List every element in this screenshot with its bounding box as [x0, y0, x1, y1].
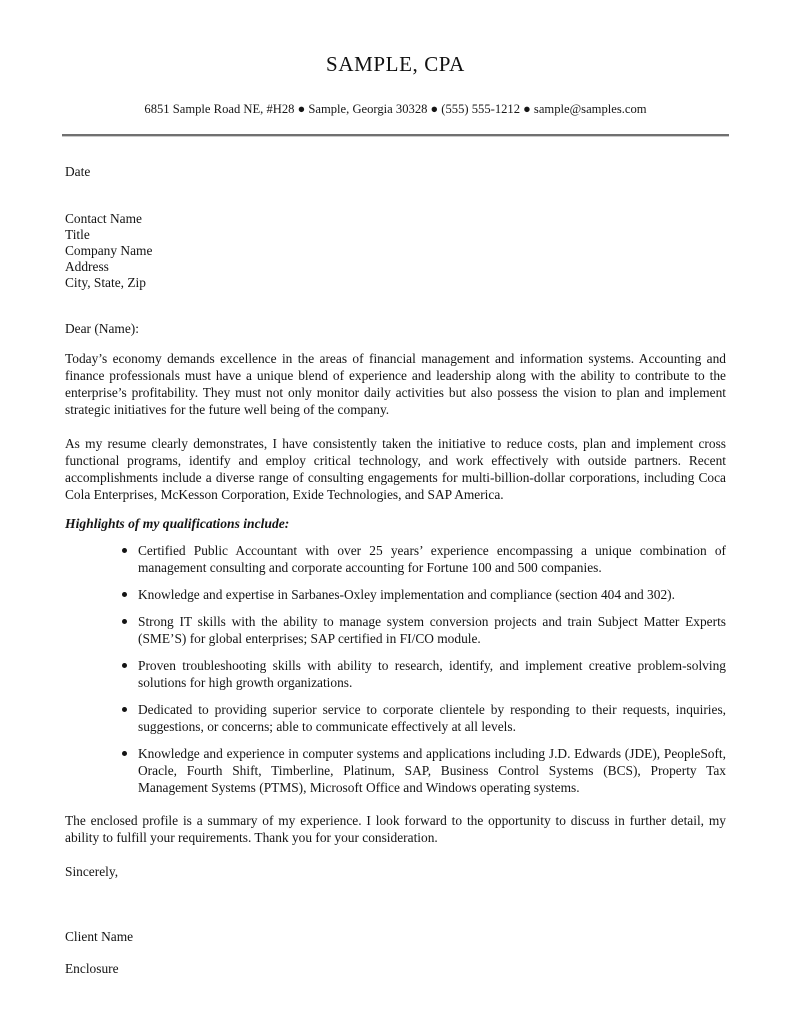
enclosure-label: Enclosure [65, 961, 119, 976]
letterhead [65, 52, 726, 137]
recipient-address: Address [65, 259, 109, 274]
closing-paragraph: The enclosed profile is a summary of my experience. I look forward to the opportunity to discuss in further detail, my ability to fulfill your requirements. Thank you for your consideration. [65, 813, 726, 845]
recipient-contact-name: Contact Name [65, 211, 142, 226]
highlight-item: Knowledge and expertise in Sarbanes-Oxley implementation and compliance (section 404 and 302). [138, 586, 726, 603]
highlight-item: Knowledge and experience in computer systems and applications including J.D. Edwards (JDE), PeopleSoft, Oracle, Fourth Shift, Timberline, Platinum, SAP, Business Control Systems (BCS), Property Tax Management Systems (PTMS), Microsoft Office and Windows operating systems. [138, 746, 726, 795]
letterhead-divider [62, 134, 729, 137]
letterhead-contact-line: 6851 Sample Road NE, #H28 ● Sample, Georgia 30328 ● (555) 555-1212 ● sample@samples.com [144, 102, 647, 116]
highlight-item: Strong IT skills with the ability to manage system conversion projects and train Subject Matter Experts (SME’S) for global enterprises; SAP certified in FI/CO module. [138, 614, 726, 646]
valediction: Sincerely, [65, 864, 119, 879]
highlight-item: Certified Public Accountant with over 25 years’ experience encompassing a unique combination of management consulting and corporate accounting for Fortune 100 and 500 companies. [138, 543, 726, 575]
recipient-city-state-zip: City, State, Zip [65, 275, 146, 290]
recipient-block [65, 211, 726, 291]
resume-paragraph: As my resume clearly demonstrates, I have consistently taken the initiative to reduce costs, plan and implement cross functional programs, identify and employ critical technology, and work effectively with outside partners. Recent accomplishments include a diverse range of consulting engagements for multi-billion-dollar corporations, including Coca Cola Enterprises, McKesson Corporation, Exide Technologies, and SAP America. [65, 436, 726, 502]
salutation: Dear (Name): [65, 321, 139, 336]
letter-body [65, 163, 726, 977]
intro-paragraph: Today’s economy demands excellence in the areas of financial management and information systems. Accounting and finance professionals must have a unique blend of experience and leadership along with the ability to contribute to the enterprise’s profitability. They must not only monitor daily activities but also possess the vision to plan and implement strategic initiatives for the future well being of the company. [65, 351, 726, 417]
recipient-company-name: Company Name [65, 243, 153, 258]
highlights-heading: Highlights of my qualifications include: [65, 516, 290, 531]
letterhead-name: SAMPLE, CPA [326, 52, 465, 76]
highlights-list [65, 542, 726, 796]
signature-name: Client Name [65, 929, 134, 944]
highlight-item: Proven troubleshooting skills with ability to research, identify, and implement creative problem-solving solutions for high growth organizations. [138, 658, 726, 690]
date-line: Date [65, 164, 91, 179]
recipient-title: Title [65, 227, 90, 242]
highlight-item: Dedicated to providing superior service to corporate clientele by responding to their requests, inquiries, suggestions, or concerns; able to communicate effectively at all levels. [138, 702, 726, 734]
